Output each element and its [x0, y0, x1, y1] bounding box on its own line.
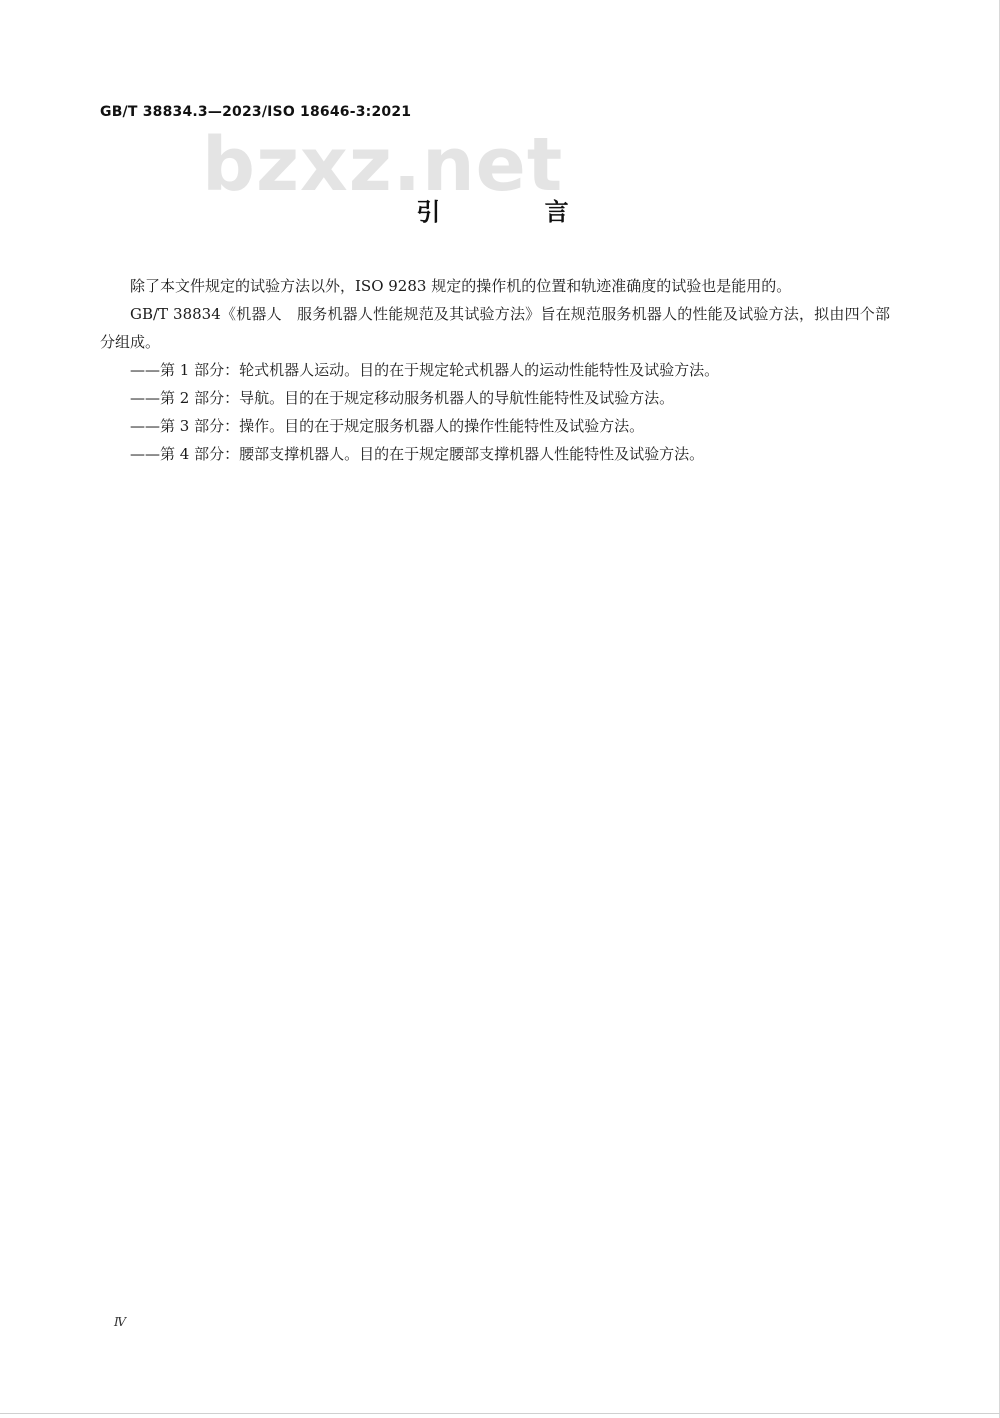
standard-number-header: GB/T 38834.3—2023/ISO 18646-3:2021	[100, 104, 412, 120]
section-title: 引 言	[416, 198, 617, 226]
list-item: ——第 4 部分：腰部支撑机器人。目的在于规定腰部支撑机器人性能特性及试验方法。	[130, 445, 705, 463]
paragraph: GB/T 38834《机器人 服务机器人性能规范及其试验方法》旨在规范服务机器人的性能及试验方法，拟由四个部分组成。	[100, 305, 890, 351]
page-number: Ⅳ	[114, 1315, 126, 1329]
list-item: ——第 2 部分：导航。目的在于规定移动服务机器人的导航性能特性及试验方法。	[130, 389, 675, 407]
watermark: bzxz.net	[202, 122, 564, 208]
list-item: ——第 3 部分：操作。目的在于规定服务机器人的操作性能特性及试验方法。	[130, 417, 645, 435]
document-body	[100, 272, 890, 468]
list-item: ——第 1 部分：轮式机器人运动。目的在于规定轮式机器人的运动性能特性及试验方法。	[130, 361, 720, 379]
paragraph: 除了本文件规定的试验方法以外，ISO 9283 规定的操作机的位置和轨迹准确度的试验也是能用的。	[130, 277, 792, 295]
page-edge-bottom	[0, 1413, 1000, 1414]
